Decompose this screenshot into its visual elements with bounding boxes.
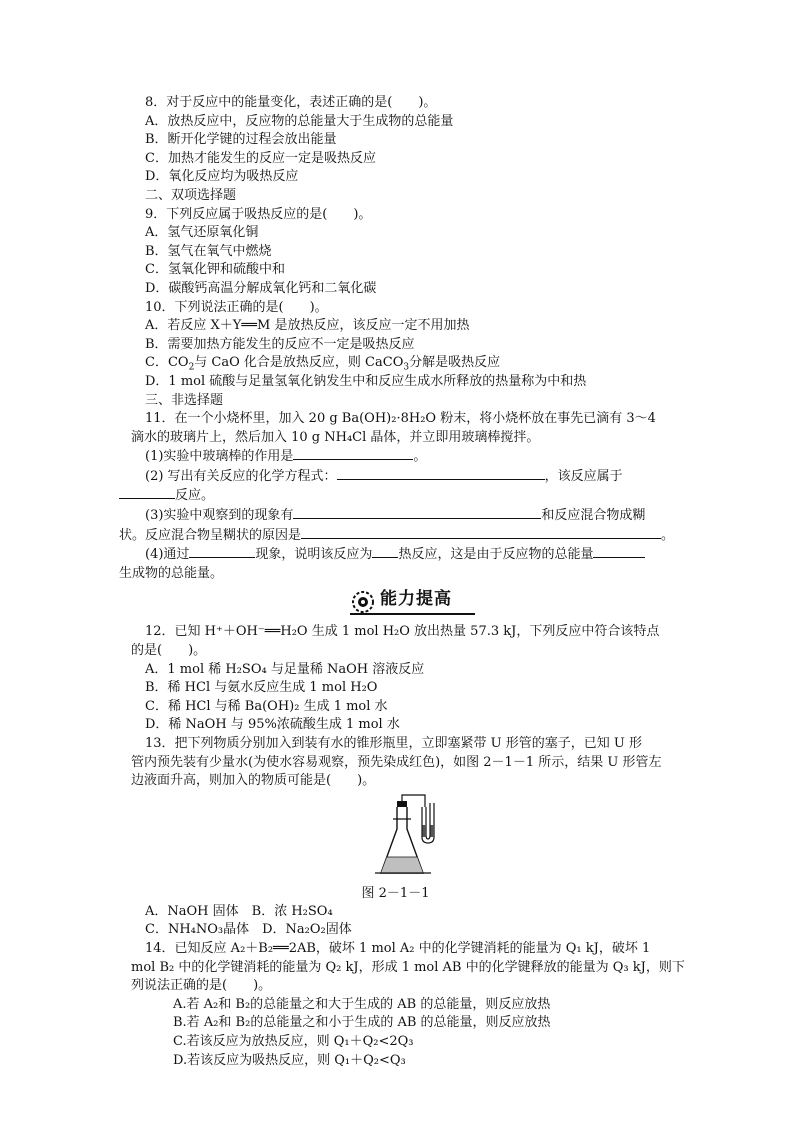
q11-part3-line2: [119, 526, 680, 546]
q9-option-d: D．碳酸钙高温分解成氧化钙和二氧化碳: [145, 280, 377, 296]
q12-line1: 12．已知 H⁺＋OH⁻══H₂O 生成 1 mol H₂O 放出热量 57.3 kJ，下列反应中符合该特点: [145, 624, 660, 640]
q10-option-b: B．需要加热方能发生的反应不一定是吸热反应: [145, 336, 415, 352]
q12-option-d: D．稀 NaOH 与 95%浓硫酸生成 1 mol 水: [145, 717, 400, 733]
q8-option-c: C．加热才能发生的反应一定是吸热反应: [145, 150, 376, 166]
q9-option-c: C．氢氧化钾和硫酸中和: [145, 262, 285, 278]
gear-atom-icon: [350, 589, 376, 615]
q11-part3-mid: 和反应混合物成糊: [541, 508, 646, 524]
q8-option-a: A．放热反应中，反应物的总能量大于生成物的总能量: [145, 113, 454, 129]
q10-option-d: D．1 mol 硫酸与足量氢氧化钠发生中和反应生成水所释放的热量称为中和热: [145, 373, 587, 389]
q13-line3: 边液面升高，则加入的物质可能是( )。: [131, 773, 376, 789]
q11-part2-type-blank[interactable]: [119, 486, 175, 499]
q13-options-cd: C．NH₄NO₃晶体 D．Na₂O₂固体: [145, 922, 352, 938]
question-content: [119, 94, 685, 1070]
q11-part2-line2: [119, 486, 680, 506]
q11-part4-label: (4)通过: [145, 547, 190, 563]
q11-part3-end: 。: [661, 527, 675, 543]
section-heading-double-choice: 二、双项选择题: [145, 187, 237, 203]
q11-part2-label: (2) 写出有关反应的化学方程式：: [145, 468, 337, 484]
q13-line2: 管内预先装有少量水(为使水容易观察，预先染成红色)，如图 2－1－1 所示，结果 U 形管左: [131, 754, 662, 770]
q10-c-pre: C．CO: [145, 355, 189, 371]
q12-option-a: A．1 mol 稀 H₂SO₄ 与足量稀 NaOH 溶液反应: [145, 661, 425, 677]
q11-part1-answer-blank[interactable]: [293, 447, 413, 460]
q10-option-a: A．若反应 X＋Y══M 是放热反应，该反应一定不用加热: [145, 318, 470, 334]
section-banner: [145, 587, 680, 617]
q11-part1-end: 。: [413, 449, 427, 465]
q11-part4-compare-blank[interactable]: [593, 545, 645, 558]
q14-line1: 14．已知反应 A₂＋B₂══2AB，破坏 1 mol A₂ 中的化学键消耗的能量为 Q₁ kJ，破坏 1: [145, 940, 651, 956]
q10-option-c: [145, 354, 680, 373]
q14-line3: 列说法正确的是( )。: [131, 978, 272, 994]
q11-part2-end: 反应。: [175, 488, 215, 504]
flask-u-tube-figure: [145, 793, 680, 903]
q11-line1: 11．在一个小烧杯里，加入 20 g Ba(OH)₂·8H₂O 粉末，将小烧杯放在事先已滴有 3～4: [145, 411, 656, 427]
q14-option-b: B.若 A₂和 B₂的总能量之和小于生成的 AB 的总能量，则反应放热: [173, 1015, 551, 1031]
q8-option-b: B．断开化学键的过程会放出能量: [145, 132, 337, 148]
banner-box: [350, 589, 475, 615]
q9-option-a: A．氢气还原氧化铜: [145, 225, 259, 241]
banner-title: 能力提高: [380, 589, 452, 610]
q14-line2: mol B₂ 中的化学键消耗的能量为 Q₂ kJ，形成 1 mol AB 中的化学键释放的能量为 Q₃ kJ，则下: [131, 959, 685, 975]
q10-c-post: 分解是吸热反应: [409, 355, 501, 371]
q13-options-ab: A．NaOH 固体 B．浓 H₂SO₄: [145, 903, 333, 919]
q12-line2: 的是( )。: [131, 643, 207, 659]
q10-c-sub1: 2: [188, 362, 195, 373]
flask-u-tube-diagram: [375, 793, 455, 885]
q11-part4: [145, 545, 680, 565]
q11-part3-phenomenon-blank[interactable]: [293, 506, 541, 519]
q9-stem: 9．下列反应属于吸热反应的是( )。: [145, 206, 372, 222]
q11-part3: [145, 506, 680, 526]
q9-option-b: B．氢气在氧气中燃烧: [145, 243, 272, 259]
q11-part4-mid2: 热反应，这是由于反应物的总能量: [398, 547, 594, 563]
q8-option-d: D．氧化反应均为吸热反应: [145, 169, 299, 185]
q12-option-c: C．稀 HCl 与稀 Ba(OH)₂ 生成 1 mol 水: [145, 698, 388, 714]
q12-option-b: B．稀 HCl 与氨水反应生成 1 mol H₂O: [145, 680, 378, 696]
q11-part4-line2: 生成物的总能量。: [119, 565, 224, 581]
q11-part2-mid: ，该反应属于: [544, 468, 623, 484]
q10-c-sub2: 3: [403, 362, 410, 373]
q11-part3-label: (3)实验中观察到的现象有: [145, 508, 294, 524]
q11-part2: [145, 467, 680, 487]
q11-part3-reason-blank[interactable]: [301, 526, 661, 539]
section-heading-non-choice: 三、非选择题: [145, 392, 224, 408]
q11-part4-heat-blank[interactable]: [372, 545, 398, 558]
q14-option-a: A.若 A₂和 B₂的总能量之和大于生成的 AB 的总能量，则反应放热: [173, 996, 551, 1012]
q11-part1: [145, 447, 680, 467]
q13-line1: 13．把下列物质分别加入到装有水的锥形瓶里，立即塞紧带 U 形管的塞子，已知 U 形: [145, 736, 642, 751]
q14-option-c: C.若该反应为放热反应，则 Q₁＋Q₂<2Q₃: [173, 1033, 414, 1049]
q11-part3-reason-label: 状。反应混合物呈糊状的原因是: [119, 527, 302, 543]
q10-c-mid: 与 CaO 化合是放热反应，则 CaCO: [194, 355, 404, 371]
q10-stem: 10．下列说法正确的是( )。: [145, 299, 328, 315]
q11-part1-label: (1)实验中玻璃棒的作用是: [145, 449, 294, 465]
q11-part2-equation-blank[interactable]: [337, 467, 545, 480]
figure-caption: 图 2－1－1: [361, 885, 430, 901]
q11-part4-mid1: 现象，说明该反应为: [255, 547, 373, 563]
q11-part4-phenomenon-blank[interactable]: [189, 545, 255, 558]
q11-line2: 滴水的玻璃片上，然后加入 10 g NH₄Cl 晶体，并立即用玻璃棒搅拌。: [131, 429, 540, 445]
q14-option-d: D.若该反应为吸热反应，则 Q₁＋Q₂<Q₃: [173, 1052, 406, 1068]
q8-stem: 8．对于反应中的能量变化，表述正确的是( )。: [145, 95, 437, 110]
